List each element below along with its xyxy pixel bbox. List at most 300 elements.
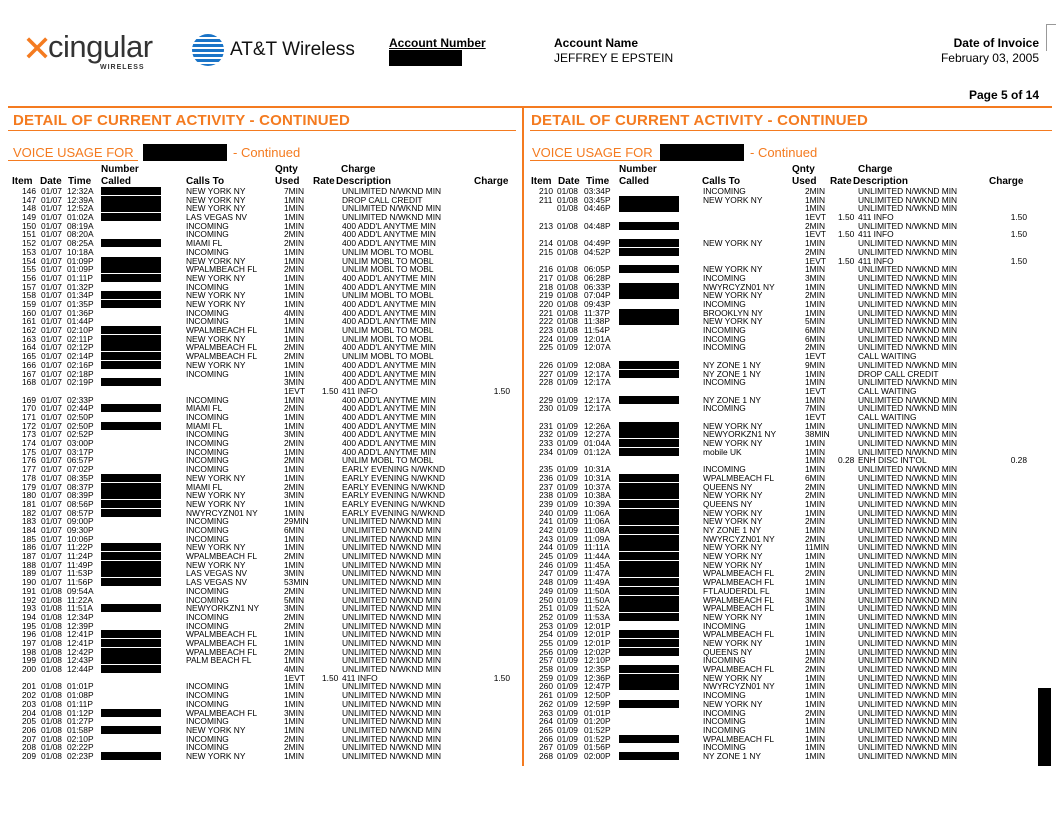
row-calls-to: NEW YORK NY	[703, 559, 763, 570]
row-item: 188	[22, 559, 36, 570]
row-calls-to: INCOMING	[703, 620, 746, 631]
row-calls-to: INCOMING	[186, 742, 229, 753]
row-description: UNLIMITED N/WKND MIN	[342, 186, 442, 196]
row-time: 12:35P	[584, 664, 611, 675]
row-time: 12:36P	[584, 672, 611, 683]
row-item: 153	[22, 246, 36, 257]
table-row	[0, 291, 1027, 299]
row-item: 182	[22, 507, 36, 518]
row-time: 12:01A	[584, 333, 611, 344]
row-qnty-used: 6MIN	[805, 333, 826, 344]
row-time: 11:06A	[584, 516, 610, 527]
row-time: 12:17A	[584, 403, 611, 414]
corner-mark	[1046, 24, 1056, 51]
att-wireless-logo	[192, 34, 355, 66]
row-qnty-used: 1EVT	[805, 412, 826, 422]
row-time: 04:49P	[584, 238, 611, 249]
table-row	[0, 526, 1027, 534]
header-charge: Charge	[989, 176, 1024, 187]
row-qnty-used: 1MIN	[805, 394, 826, 405]
row-date: 01/09	[557, 464, 578, 475]
row-item: 218	[539, 281, 553, 292]
row-item: 174	[22, 438, 36, 449]
row-item: 229	[539, 394, 553, 405]
row-calls-to: QUEENS NY	[703, 481, 753, 492]
row-time: 09:43P	[584, 299, 611, 309]
row-date: 01/07	[41, 368, 62, 379]
row-description: 400 ADD'L ANYTME MIN	[342, 394, 436, 405]
row-calls-to: INCOMING	[186, 455, 229, 466]
row-qnty-used: 1MIN	[805, 577, 826, 588]
row-item: 178	[22, 472, 36, 483]
row-item: 192	[22, 594, 36, 605]
row-item: 181	[22, 498, 36, 509]
row-description: 411 INFO	[342, 385, 378, 396]
row-description: UNLIMITED N/WKND MIN	[858, 533, 958, 544]
cingular-logo-sub: WIRELESS	[100, 64, 145, 71]
row-item: 220	[539, 299, 553, 309]
row-date: 01/09	[557, 438, 578, 449]
row-date: 01/09	[557, 525, 578, 535]
header-rate: Rate	[313, 176, 335, 187]
row-date: 01/09	[557, 368, 578, 379]
row-qnty-used: 1MIN	[805, 603, 826, 614]
row-item: 242	[539, 525, 553, 535]
table-row	[0, 465, 1027, 473]
row-date: 01/07	[41, 220, 62, 231]
row-description: UNLIMITED N/WKND MIN	[858, 290, 958, 301]
row-qnty-used: 2MIN	[284, 611, 305, 622]
row-time: 12:26A	[584, 420, 611, 431]
row-item: 163	[22, 333, 36, 344]
row-date: 01/07	[41, 438, 62, 449]
table-row	[0, 648, 1027, 656]
row-item: 165	[22, 351, 36, 362]
row-calls-to: MIAMI FL	[186, 238, 223, 249]
row-description: UNLIMITED N/WKND MIN	[858, 307, 958, 318]
row-qnty-used: 1MIN	[284, 498, 305, 509]
row-item: 233	[539, 438, 553, 449]
row-date: 01/08	[41, 594, 62, 605]
row-description: UNLIMITED N/WKND MIN	[342, 203, 442, 214]
row-qnty-used: 1MIN	[284, 368, 305, 379]
table-row	[0, 735, 1027, 743]
row-item: 150	[22, 220, 36, 231]
row-date: 01/09	[557, 594, 578, 605]
row-qnty-used: 1MIN	[284, 246, 305, 257]
row-time: 11:49P	[67, 559, 93, 570]
row-item: 171	[22, 412, 36, 422]
row-description: DROP CALL CREDIT	[858, 368, 939, 379]
row-time: 11:50A	[584, 594, 610, 605]
row-item: 183	[22, 516, 36, 527]
row-date: 01/09	[557, 620, 578, 631]
row-date: 01/07	[41, 229, 62, 240]
row-date: 01/09	[557, 724, 578, 735]
header-used: Used	[792, 176, 817, 187]
row-date: 01/07	[41, 507, 62, 518]
row-description: UNLIMITED N/WKND MIN	[858, 481, 958, 492]
row-calls-to: INCOMING	[703, 403, 746, 414]
row-calls-to: NEW YORK NY	[703, 264, 763, 275]
row-description: UNLIMITED N/WKND MIN	[858, 281, 958, 292]
called-number-redaction	[619, 604, 679, 612]
row-qnty-used: 6MIN	[805, 325, 826, 336]
row-time: 01:09P	[67, 255, 94, 266]
row-qnty-used: 2MIN	[805, 290, 826, 301]
row-description: UNLIM MOBL TO MOBL	[342, 264, 434, 275]
row-time: 01:52P	[584, 724, 611, 735]
row-date: 01/09	[557, 655, 578, 666]
row-item: 205	[22, 716, 36, 727]
cingular-logo-word: cingular	[48, 29, 153, 64]
row-item: 236	[539, 472, 553, 483]
row-time: 08:25A	[67, 238, 94, 249]
row-time: 12:01P	[584, 620, 611, 631]
row-qnty-used: 7MIN	[805, 403, 826, 414]
row-qnty-used: 1MIN	[805, 203, 826, 214]
row-description: UNLIMITED N/WKND MIN	[858, 377, 958, 388]
row-time: 01:08P	[67, 690, 94, 701]
called-number-redaction	[619, 700, 679, 708]
row-time: 11:56P	[67, 577, 93, 588]
row-qnty-used: 3MIN	[284, 429, 305, 440]
row-time: 11:54P	[584, 325, 610, 336]
called-number-redaction	[619, 361, 679, 369]
header-charge: Charge	[474, 176, 509, 187]
row-calls-to: QUEENS NY	[703, 498, 753, 509]
row-time: 12:39A	[67, 194, 94, 205]
row-item: 250	[539, 594, 553, 605]
row-time: 08:39P	[67, 490, 94, 501]
row-item: 252	[539, 611, 553, 622]
row-item: 198	[22, 646, 36, 657]
row-time: 12:07A	[584, 342, 611, 353]
row-date: 01/07	[41, 351, 62, 362]
row-qnty-used: 1MIN	[805, 420, 826, 431]
row-time: 01:04A	[584, 438, 611, 449]
row-qnty-used: 1MIN	[805, 698, 826, 709]
row-description: UNLIMITED N/WKND MIN	[858, 742, 958, 753]
row-time: 12:01P	[584, 629, 611, 640]
row-description: UNLIMITED N/WKND MIN	[342, 690, 442, 701]
called-number-redaction	[619, 587, 679, 595]
row-date: 01/07	[41, 359, 62, 370]
called-number-redaction	[619, 735, 679, 743]
row-qnty-used: 2MIN	[284, 438, 305, 449]
row-qnty-used: 1MIN	[284, 751, 305, 761]
row-time: 02:22P	[67, 742, 94, 753]
row-qnty-used: 4MIN	[284, 307, 305, 318]
row-calls-to: NWYRCYZN01 NY	[186, 507, 258, 518]
row-calls-to: INCOMING	[703, 690, 746, 701]
called-number-redaction	[619, 648, 679, 656]
account-name: JEFFREY E EPSTEIN	[554, 51, 674, 65]
table-row	[0, 274, 1027, 282]
table-row	[0, 257, 1027, 265]
row-item: 159	[22, 299, 36, 309]
row-calls-to: INCOMING	[186, 698, 229, 709]
row-date: 01/08	[557, 194, 578, 205]
table-row	[0, 543, 1027, 551]
called-number-redaction	[619, 483, 679, 491]
row-item: 154	[22, 255, 36, 266]
row-date: 01/09	[557, 551, 578, 562]
row-description: UNLIMITED N/WKND MIN	[342, 655, 442, 666]
row-date: 01/08	[41, 664, 62, 675]
row-calls-to: NEW YORK NY	[703, 638, 763, 648]
row-item: 180	[22, 490, 36, 501]
header-time: Time	[586, 176, 610, 187]
row-time: 04:52P	[584, 246, 611, 257]
row-qnty-used: 11MIN	[805, 542, 830, 553]
row-description: UNLIMITED N/WKND MIN	[858, 403, 958, 414]
row-date: 01/09	[557, 333, 578, 344]
row-rate: 1.50	[322, 672, 339, 683]
row-qnty-used: 1MIN	[805, 307, 826, 318]
row-calls-to: NEW YORK NY	[703, 316, 763, 327]
row-time: 11:47A	[584, 568, 610, 579]
row-description: UNLIMITED N/WKND MIN	[342, 707, 442, 718]
row-description: EARLY EVENING N/WKND	[342, 464, 446, 475]
row-description: UNLIMITED N/WKND MIN	[342, 525, 442, 535]
right-title-rule	[530, 130, 1052, 131]
row-date: 01/07	[41, 377, 62, 388]
row-time: 10:18A	[67, 246, 94, 257]
row-time: 10:31A	[584, 464, 611, 475]
row-calls-to: NEW YORK NY	[703, 672, 763, 683]
row-qnty-used: 1MIN	[284, 299, 305, 309]
row-qnty-used: 2MIN	[284, 342, 305, 353]
row-description: UNLIMITED N/WKND MIN	[858, 646, 958, 657]
row-description: UNLIMITED N/WKND MIN	[858, 707, 958, 718]
row-calls-to: INCOMING	[186, 368, 229, 379]
row-description: UNLIM MOBL TO MOBL	[342, 333, 434, 344]
row-calls-to: INCOMING	[186, 716, 229, 727]
row-item: 148	[22, 203, 36, 214]
row-calls-to: INCOMING	[703, 272, 746, 283]
row-date: 01/07	[41, 551, 62, 562]
row-description: UNLIMITED N/WKND MIN	[858, 220, 958, 231]
row-description: 400 ADD'L ANYTME MIN	[342, 299, 436, 309]
row-date: 01/07	[41, 325, 62, 336]
called-number-redaction	[619, 682, 679, 690]
row-calls-to: NEW YORK NY	[186, 359, 246, 370]
row-description: UNLIMITED N/WKND MIN	[858, 299, 958, 309]
row-description: UNLIMITED N/WKND MIN	[858, 490, 958, 501]
table-row	[0, 709, 1027, 717]
row-qnty-used: 1MIN	[805, 299, 826, 309]
table-row	[0, 691, 1027, 699]
row-date: 01/07	[41, 194, 62, 205]
row-qnty-used: 1EVT	[284, 672, 305, 683]
row-item: 261	[539, 690, 553, 701]
row-calls-to: NEW YORK NY	[186, 751, 246, 761]
row-qnty-used: 3MIN	[284, 707, 305, 718]
row-item: 191	[22, 585, 36, 596]
row-description: CALL WAITING	[858, 351, 917, 362]
called-number-redaction	[619, 422, 679, 430]
row-time: 12:50P	[584, 690, 611, 701]
row-item: 237	[539, 481, 553, 492]
row-time: 12:17A	[584, 368, 611, 379]
row-calls-to: WPALMBEACH FL	[703, 594, 775, 605]
table-row	[0, 509, 1027, 517]
row-item: 249	[539, 585, 553, 596]
header-charge-top: Charge	[858, 164, 893, 175]
row-calls-to: NEW YORK NY	[703, 611, 763, 622]
row-qnty-used: 1MIN	[805, 498, 826, 509]
row-description: UNLIMITED N/WKND MIN	[858, 594, 958, 605]
row-description: UNLIMITED N/WKND MIN	[342, 629, 442, 640]
row-time: 07:02P	[67, 464, 94, 475]
called-number-redaction	[619, 596, 679, 604]
row-date: 01/08	[557, 264, 578, 275]
row-description: UNLIMITED N/WKND MIN	[342, 551, 442, 562]
called-number-redaction	[619, 613, 679, 621]
row-time: 12:27A	[584, 429, 611, 440]
row-calls-to: WPALMBEACH FL	[186, 264, 258, 275]
row-item: 172	[22, 420, 36, 431]
page-number: Page 5 of 14	[968, 88, 1039, 102]
row-date: 01/07	[41, 203, 62, 214]
table-row	[0, 204, 1027, 212]
row-time: 10:31A	[584, 472, 611, 483]
row-item: 214	[539, 238, 553, 249]
row-time: 01:52P	[584, 733, 611, 744]
row-date: 01/08	[557, 281, 578, 292]
row-qnty-used: 3MIN	[284, 568, 305, 579]
row-time: 08:20A	[67, 229, 94, 240]
row-item: 223	[539, 325, 553, 336]
row-item: 225	[539, 342, 553, 353]
row-time: 10:39A	[584, 498, 611, 509]
row-qnty-used: 2MIN	[284, 742, 305, 753]
row-date: 01/07	[41, 307, 62, 318]
row-calls-to: INCOMING	[186, 533, 229, 544]
row-calls-to: MIAMI FL	[186, 403, 223, 414]
row-time: 11:52A	[584, 603, 610, 614]
row-item: 231	[539, 420, 553, 431]
row-item: 255	[539, 638, 553, 648]
called-number-redaction	[619, 639, 679, 647]
row-calls-to: INCOMING	[186, 220, 229, 231]
row-qnty-used: 1MIN	[805, 681, 826, 692]
row-item: 193	[22, 603, 36, 614]
row-qnty-used: 1MIN	[284, 359, 305, 370]
row-item: 264	[539, 716, 553, 727]
row-item: 155	[22, 264, 36, 275]
table-row	[0, 587, 1027, 595]
row-date: 01/07	[41, 412, 62, 422]
row-time: 12:10P	[584, 655, 611, 666]
row-time: 09:00P	[67, 516, 94, 527]
row-qnty-used: 2MIN	[284, 351, 305, 362]
header-qnty: Qnty	[275, 164, 298, 175]
row-time: 09:30P	[67, 525, 94, 535]
row-calls-to: NEW YORK NY	[186, 203, 246, 214]
cingular-logo	[22, 28, 154, 72]
row-date: 01/08	[41, 638, 62, 648]
row-calls-to: MIAMI FL	[186, 420, 223, 431]
row-time: 01:35P	[67, 299, 94, 309]
row-calls-to: INCOMING	[703, 186, 746, 196]
row-qnty-used: 2MIN	[284, 551, 305, 562]
row-calls-to: BROOKLYN NY	[703, 307, 763, 318]
row-calls-to: mobile UK	[703, 446, 742, 457]
row-item: 230	[539, 403, 553, 414]
table-row	[0, 665, 1027, 673]
row-description: UNLIMITED N/WKND MIN	[342, 585, 442, 596]
row-calls-to: NEW YORK NY	[703, 490, 763, 501]
row-item: 266	[539, 733, 553, 744]
row-item: 179	[22, 481, 36, 492]
row-item: 228	[539, 377, 553, 388]
row-time: 01:44P	[67, 316, 94, 327]
called-number-redaction	[619, 239, 679, 247]
row-description: 400 ADD'L ANYTME MIN	[342, 307, 436, 318]
row-date: 01/09	[557, 664, 578, 675]
row-date: 01/08	[557, 299, 578, 309]
row-qnty-used: 1MIN	[284, 255, 305, 266]
row-date: 01/08	[41, 611, 62, 622]
row-date: 01/07	[41, 333, 62, 344]
row-item: 222	[539, 316, 553, 327]
row-calls-to: NEW YORK NY	[703, 194, 763, 205]
row-description: UNLIMITED N/WKND MIN	[342, 568, 442, 579]
header-called: Called	[619, 176, 650, 187]
row-time: 11:37P	[584, 307, 610, 318]
row-calls-to: NEW YORK NY	[703, 438, 763, 449]
row-item: 161	[22, 316, 36, 327]
row-calls-to: WPALMBEACH FL	[703, 664, 775, 675]
row-item: 258	[539, 664, 553, 675]
row-description: 400 ADD'L ANYTME MIN	[342, 281, 436, 292]
row-qnty-used: 2MIN	[805, 707, 826, 718]
row-item: 234	[539, 446, 553, 457]
row-calls-to: NEW YORK NY	[186, 498, 246, 509]
row-qnty-used: 1MIN	[284, 325, 305, 336]
row-date: 01/09	[557, 672, 578, 683]
row-time: 01:32P	[67, 281, 94, 292]
row-time: 03:45P	[584, 194, 611, 205]
row-time: 11:49A	[584, 577, 610, 588]
row-time: 12:52A	[67, 203, 94, 214]
called-number-redaction	[619, 543, 679, 551]
row-time: 12:43P	[67, 655, 94, 666]
row-calls-to: NEWYORKZN1 NY	[186, 603, 260, 614]
row-time: 06:33P	[584, 281, 611, 292]
table-row	[0, 422, 1027, 430]
row-date: 01/07	[41, 212, 62, 223]
row-item: 149	[22, 212, 36, 223]
row-calls-to: WPALMBEACH FL	[186, 629, 258, 640]
table-row	[0, 500, 1027, 508]
right-section-title: DETAIL OF CURRENT ACTIVITY - CONTINUED	[531, 112, 869, 129]
row-date: 01/09	[557, 342, 578, 353]
row-calls-to: NEW YORK NY	[186, 186, 246, 196]
table-row	[0, 622, 1027, 630]
table-row	[0, 248, 1027, 256]
row-description: UNLIMITED N/WKND MIN	[858, 655, 958, 666]
row-description: UNLIM MOBL TO MOBL	[342, 351, 434, 362]
row-description: UNLIMITED N/WKND MIN	[858, 359, 958, 370]
row-description: 400 ADD'L ANYTME MIN	[342, 342, 436, 353]
called-number-redaction	[619, 309, 679, 317]
row-qnty-used: 1MIN	[284, 472, 305, 483]
row-qnty-used: 2MIN	[284, 264, 305, 275]
row-description: UNLIMITED N/WKND MIN	[858, 472, 958, 483]
